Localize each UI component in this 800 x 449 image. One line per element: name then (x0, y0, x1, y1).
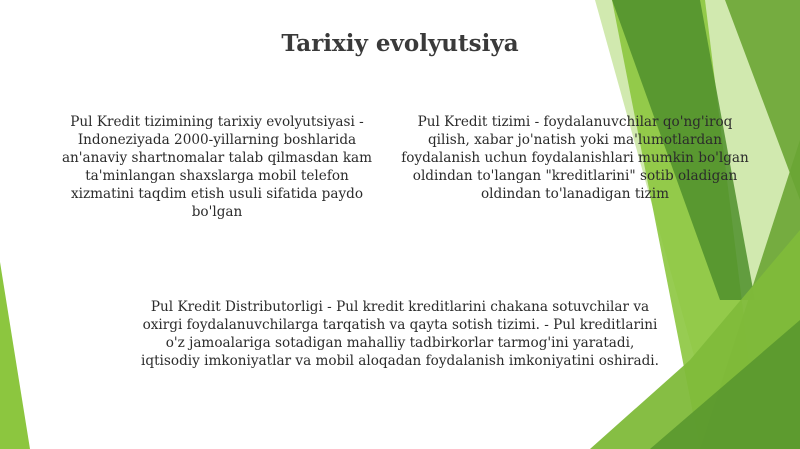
paragraph-history: Pul Kredit tizimining tarixiy evolyutsiyasi - Indoneziyada 2000-yillarning boshlarida an'anaviy shartnomalar talab qilmasdan kam ta'minlangan shaxslarga mobil telefon xizmatini taqdim etish usuli sifatida paydo bo'lgan (61, 114, 373, 220)
paragraph-distribution: Pul Kredit Distributorligi - Pul kredit kreditlarini chakana sotuvchilar va oxirgi foydalanuvchilarga tarqatish va qayta sotish tizimi. - Pul kreditlarini o'z jamoalariga sotadigan mahalliy tadbirkorlar tarmog'ini yaratadi, iqtisodiy imkoniyatlar va mobil aloqadan foydalanish imkoniyatini oshiradi. (141, 299, 659, 369)
slide-title: Tarixiy evolyutsiya (281, 30, 519, 57)
left-green-shard (0, 262, 30, 449)
paragraph-system: Pul Kredit tizimi - foydalanuvchilar qo'ng'iroq qilish, xabar jo'natish yoki ma'lumotlardan foydalanish uchun foydalanishlari mumkin bo'lgan oldindan to'langan "kreditlarini" sotib oladigan oldindan to'lanadigan tizim (401, 114, 749, 202)
